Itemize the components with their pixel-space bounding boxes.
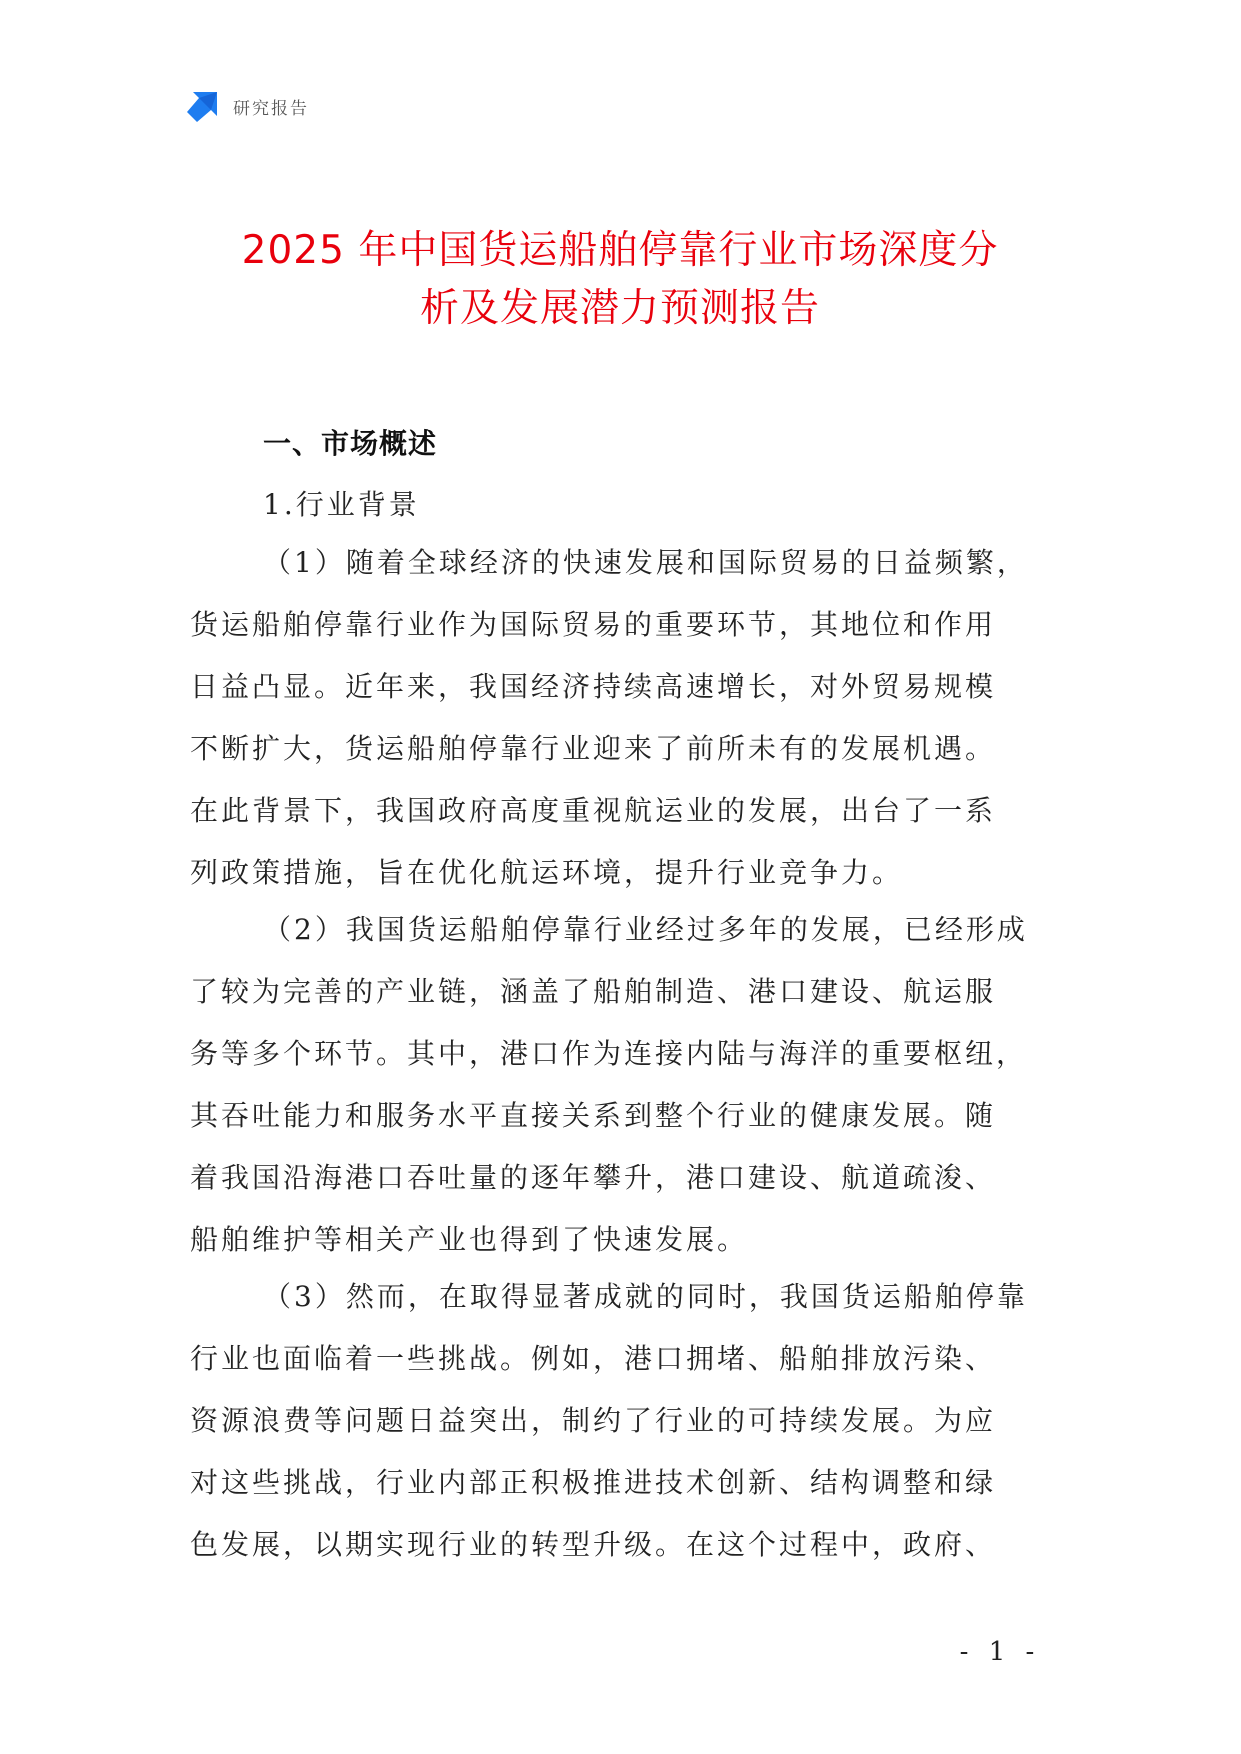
paragraph-3 (190, 1266, 1052, 1576)
section-heading: 一、市场概述 (263, 427, 438, 460)
paragraph-line: 着我国沿海港口吞吐量的逐年攀升，港口建设、航道疏浚、 (190, 1161, 997, 1194)
paragraph-line: （1）随着全球经济的快速发展和国际贸易的日益频繁， (263, 546, 1028, 579)
title-line-1: 2025 年中国货运船舶停靠行业市场深度分 (241, 228, 999, 273)
paragraph-line: 在此背景下，我国政府高度重视航运业的发展，出台了一系 (190, 794, 997, 827)
paragraph-1 (190, 532, 1052, 904)
paragraph-line: 资源浪费等问题日益突出，制约了行业的可持续发展。为应 (190, 1404, 997, 1437)
paragraph-line: 其吞吐能力和服务水平直接关系到整个行业的健康发展。随 (190, 1099, 997, 1132)
paragraph-line: 货运船舶停靠行业作为国际贸易的重要环节，其地位和作用 (190, 608, 997, 641)
paragraph-line: 对这些挑战，行业内部正积极推进技术创新、结构调整和绿 (190, 1466, 997, 1499)
document-title (170, 222, 1070, 338)
paragraph-2 (190, 899, 1052, 1271)
paragraph-line: 色发展，以期实现行业的转型升级。在这个过程中，政府、 (190, 1528, 997, 1561)
paragraph-line: 船舶维护等相关产业也得到了快速发展。 (190, 1223, 749, 1256)
report-header (187, 90, 309, 122)
sub-heading: 1.行业背景 (263, 488, 420, 521)
paragraph-line: （3）然而，在取得显著成就的同时，我国货运船舶停靠 (263, 1280, 1028, 1313)
arrow-up-right-icon (187, 90, 219, 122)
header-label: 研究报告 (233, 98, 309, 119)
paragraph-line: 列政策措施，旨在优化航运环境，提升行业竞争力。 (190, 856, 904, 889)
paragraph-line: 务等多个环节。其中，港口作为连接内陆与海洋的重要枢纽， (190, 1037, 1028, 1070)
paragraph-line: 日益凸显。近年来，我国经济持续高速增长，对外贸易规模 (190, 670, 997, 703)
paragraph-line: 行业也面临着一些挑战。例如，港口拥堵、船舶排放污染、 (190, 1342, 997, 1375)
paragraph-line: 不断扩大，货运船舶停靠行业迎来了前所未有的发展机遇。 (190, 732, 997, 765)
title-line-2: 析及发展潜力预测报告 (419, 286, 820, 331)
paragraph-line: （2）我国货运船舶停靠行业经过多年的发展，已经形成 (263, 913, 1028, 946)
paragraph-line: 了较为完善的产业链，涵盖了船舶制造、港口建设、航运服 (190, 975, 997, 1008)
page-number: - 1 - (959, 1637, 1041, 1667)
